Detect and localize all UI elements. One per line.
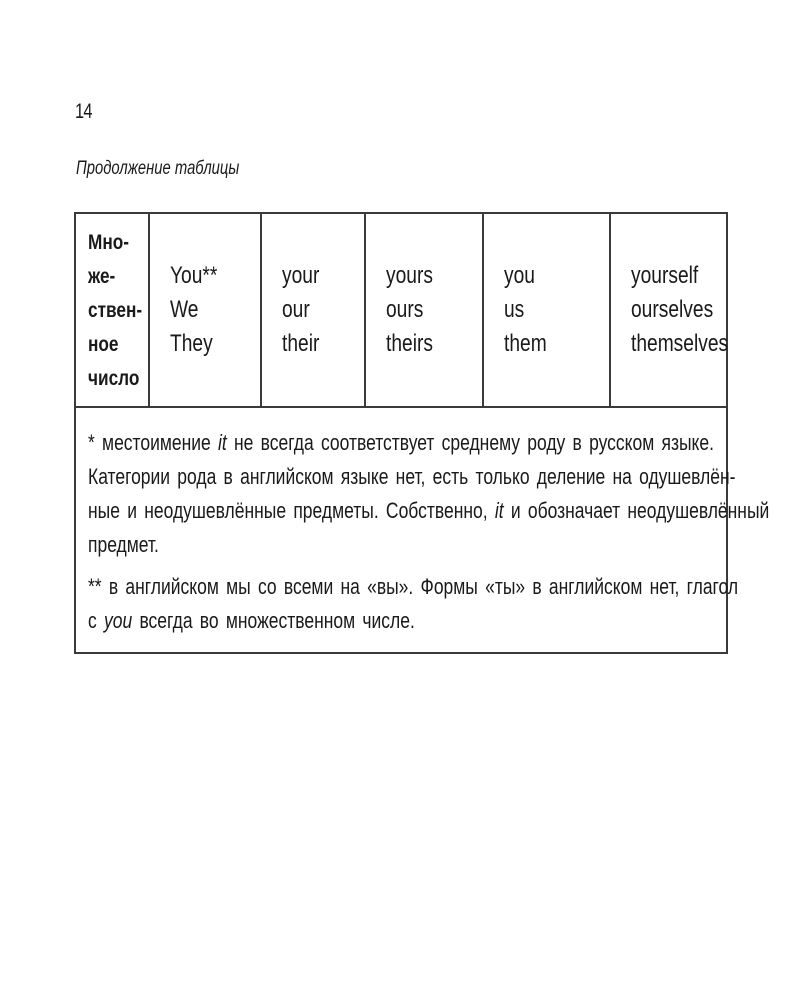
pronoun-word: We xyxy=(170,296,199,323)
note-line xyxy=(88,426,715,460)
footnote-you xyxy=(88,570,739,638)
row-label-line: ное xyxy=(88,333,119,356)
table-continuation-caption: Продолжение таблицы xyxy=(76,158,240,179)
row-label-line: число xyxy=(88,367,140,390)
pronoun-word: They xyxy=(170,330,213,357)
note-text: и обозначает неодушевлённый xyxy=(503,498,770,523)
note-italic-word: it xyxy=(218,430,227,455)
row-label-line: Мно- xyxy=(88,231,129,254)
pronoun-table xyxy=(74,212,770,654)
note-italic-word: it xyxy=(494,498,504,523)
possessive-adjectives-cell xyxy=(261,213,365,407)
pronoun-word: You** xyxy=(170,262,218,289)
row-label-line: же- xyxy=(88,265,116,288)
note-text: ные и неодушевлённые предметы. Собственно, xyxy=(88,498,495,523)
note-line xyxy=(88,604,587,638)
reflexive-pronouns-cell xyxy=(610,213,727,407)
note-line: предмет. xyxy=(88,532,159,557)
pronoun-word: themselves xyxy=(631,330,729,357)
pronoun-word: yours xyxy=(386,262,433,289)
possessive-pronouns-cell xyxy=(365,213,483,407)
pronoun-word: theirs xyxy=(386,330,433,357)
note-text: не всегда соответствует среднему роду в русском языке. xyxy=(226,430,715,455)
note-line: ** в английском мы со всеми на «вы». Формы «ты» в английском нет, глагол xyxy=(88,574,739,599)
row-label-line: ствен- xyxy=(88,299,143,322)
pronoun-word: ourselves xyxy=(631,296,714,323)
pronoun-word: them xyxy=(504,330,547,357)
note-text: всегда во множественном числе. xyxy=(132,608,415,633)
pronoun-word: us xyxy=(504,296,525,323)
page-number: 14 xyxy=(75,100,92,123)
note-line xyxy=(88,494,770,528)
note-line: Категории рода в английском языке нет, есть только деление на одушевлён- xyxy=(88,464,736,489)
pronoun-word: ours xyxy=(386,296,424,323)
notes-row xyxy=(75,407,727,653)
pronoun-word: you xyxy=(504,262,535,289)
note-text: * местоимение xyxy=(88,430,219,455)
plural-row xyxy=(75,213,727,407)
pronoun-word: their xyxy=(282,330,320,357)
pronoun-word: yourself xyxy=(631,262,699,289)
row-label-plural xyxy=(75,213,149,407)
footnotes-cell xyxy=(75,407,770,653)
subject-pronouns-cell xyxy=(149,213,261,407)
pronoun-word: your xyxy=(282,262,320,289)
pronoun-word: our xyxy=(282,296,310,323)
footnote-it xyxy=(88,426,770,562)
object-pronouns-cell xyxy=(483,213,610,407)
note-italic-word: you xyxy=(103,608,133,633)
note-text: с xyxy=(88,608,104,633)
